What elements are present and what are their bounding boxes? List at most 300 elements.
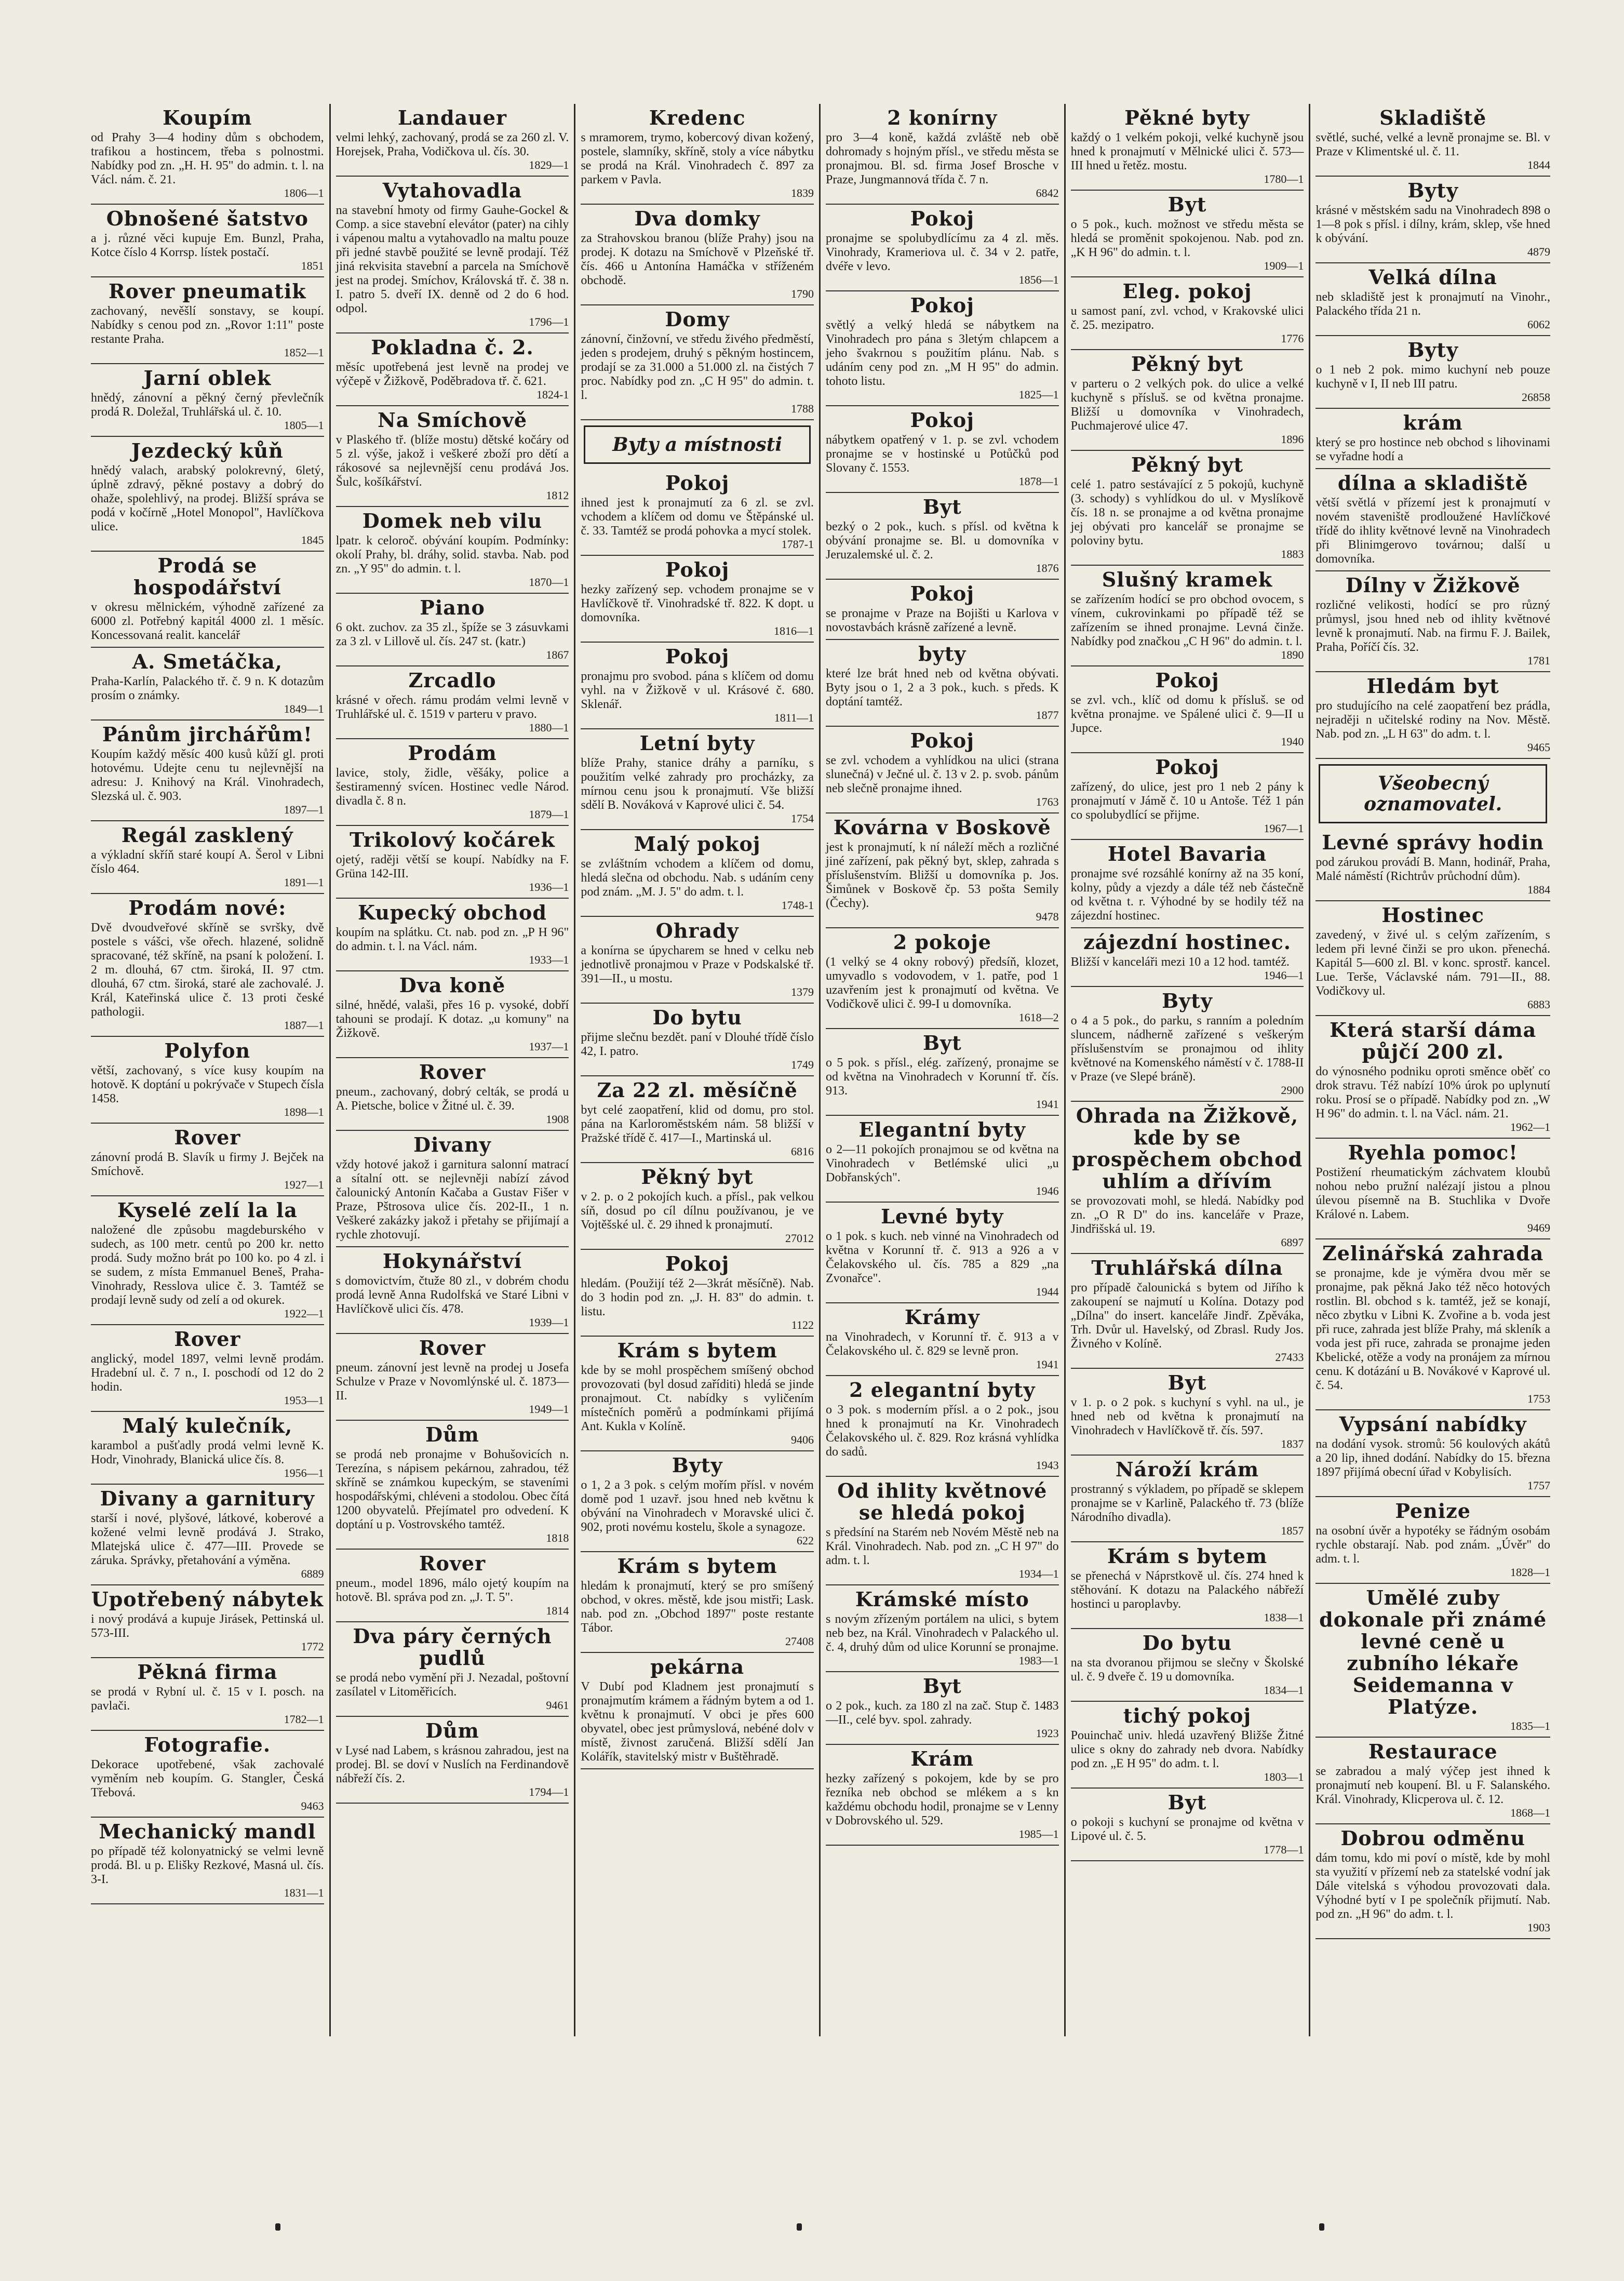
ad-reference-number: 1941 <box>1036 1098 1059 1111</box>
ad-body: hnědý valach, arabský polokrevný, 6letý, úplně zdravý, pěkné postavy a dobrý do ohaže, spolehlivý, na prodej. Bližší správa se podá v kočírně „Hotel Monopol", Havlíčkova ulice. <box>91 464 324 533</box>
ad-reference-number: 1856—1 <box>1018 273 1059 286</box>
ad-body: 6 okt. zuchov. za 35 zl., špíže se 3 zásuvkami za 3 zl. v Lillově ul. čís. 247 st. (katr.) <box>335 621 569 648</box>
ad-reference-number: 1923 <box>1036 1727 1059 1740</box>
ad-body: zachovaný, nevěšlí sonstavy, se koupí. Nabídky s cenou pod zn. „Rovor 1:11" poste restante Praha. <box>91 304 324 346</box>
ad-reference-number: 1891—1 <box>284 876 324 889</box>
ad-reference-number: 1824-1 <box>536 388 569 401</box>
ad-reference-number: 1618—2 <box>1018 1011 1059 1024</box>
ad-reference-number: 9478 <box>1036 910 1059 923</box>
ad-reference-number: 1806—1 <box>284 186 324 199</box>
classified-ad <box>91 648 324 721</box>
ad-reference-number: 1870—1 <box>529 576 569 589</box>
classified-ad <box>826 580 1059 640</box>
classified-ad <box>336 1247 569 1334</box>
newspaper-page <box>86 104 1555 2036</box>
classified-ad <box>91 1037 324 1124</box>
ad-reference-number: 1879—1 <box>529 808 569 821</box>
ad-body: a konírna se úpycharem se hned v celku neb jednotlivě pronajmou v Praze v Podskalské tř. 391—II., u mostu. <box>581 944 814 985</box>
ad-body: bezký o 2 pok., kuch. s přísl. od května k obývání pronajme se. Bl. u domovníka v Jeruzalemské ul. č. 2. <box>825 520 1059 562</box>
ad-body: se zvl. vchodem a vyhlídkou na ulici (strana slunečná) v Ječné ul. č. 13 v 2. p. svob. pánům neb slečně pronajme ihned. <box>825 754 1059 795</box>
ad-reference-number: 1778—1 <box>1264 1843 1304 1856</box>
ad-body: a j. různé věci kupuje Em. Bunzl, Praha, Kotce číslo 4 Korrsp. lístek postačí. <box>91 232 324 259</box>
ad-reference-number: 1838—1 <box>1264 1611 1304 1624</box>
section-banner: Všeobecný oznamovatel. <box>1319 764 1547 823</box>
classified-ad <box>91 104 324 205</box>
ad-body: na sta dvoranou přijmou se slečny v Školské ul. č. 9 dveře č. 19 u domovníka. <box>1070 1656 1304 1684</box>
classified-ad <box>826 1745 1059 1846</box>
ad-reference-number: 1794—1 <box>529 1785 569 1798</box>
ad-body: v parteru o 2 velkých pok. do ulice a velké kuchyně s přísluš. se od května pronajme. Bližší u domovníka v Vinohradech, Puchmajerové ulice 47. <box>1070 377 1304 433</box>
ad-body: se prodá neb pronajme v Bohušovicích n. Terezína, s nápisem pekárnou, zahradou, též skříně se známkou kupeckým, se staveními hospodářskými, chléveni a stodolou. Obec čítá 1200 obyvatelů. Přejímatel pro odvedení. K doptání u p. Vostrovského tamtéž. <box>335 1448 569 1531</box>
classified-ad <box>1071 1542 1304 1629</box>
classified-ad <box>91 552 324 648</box>
ad-title: Byty <box>1162 989 1213 1012</box>
classified-column-4 <box>821 104 1066 2036</box>
ad-title: dílna a skladiště <box>1337 471 1528 495</box>
ad-body: naložené dle způsobu magdeburského v sudech, as 100 metr. centů po 200 kr. netto prodá. Sudy možno brát po 100 ko. po 4 zl. i se sudem, z místa Emmanuel Beneš, Praha-Vinohrady, Resslova ulice č. 3. Tamtéž se prodají levně sudy od zelí a od okurek. <box>91 1223 324 1307</box>
ad-body: hledám. (Použijí též 2—3krát měsíčně). Nab. do 3 hodin pod zn. „J. H. 83" do admin. t. listu. <box>581 1277 814 1318</box>
ad-title: Byt <box>1167 1371 1207 1394</box>
ad-body: se pronajme, kde je výměra dvou měr se pronajme, pak pěkná Jako též něco hotových rostlin. Bl. obchod s k. tamtéž, jež se konají, něco zbytku v Libni K. Zvořine a b. voda jest při ruce, zahrada jest blíže Prahy, má skleník a voda jest při ruce, zahrada se pronajme jeden Kbelické, otěže a vody na pronájem za mírnou cenu. K dotázání u B. Novákové v Kaprové ul. č. 54. <box>1316 1266 1550 1392</box>
ad-reference-number: 1748-1 <box>781 899 814 912</box>
ad-body: se prodá v Rybní ul. č. 15 v I. posch. na pavlači. <box>91 1685 324 1713</box>
classified-ad <box>826 291 1059 406</box>
ad-title: Rover <box>174 1126 241 1149</box>
ad-reference-number: 1946—1 <box>1264 969 1304 982</box>
ad-body: pro studujícího na celé zaopatření bez prádla, nejraději n učitelské rodiny na Nov. Městě. Nab. pod zn. „L H 63" do adm. t. l. <box>1316 699 1550 741</box>
ad-title: Krámské místo <box>855 1588 1029 1611</box>
ad-body: celé 1. patro sestávající z 5 pokojů, kuchyně (3. schody) s vyhlídkou do ul. v Myslíkově čís. 18 n. se pronajme a od května pronajme jej obývati pro kancelář se pronajme se poloviny bytu. <box>1070 478 1304 548</box>
ad-reference-number: 1883 <box>1281 548 1304 561</box>
classified-ad <box>336 1550 569 1622</box>
classified-ad <box>826 493 1059 580</box>
classified-ad <box>1071 1702 1304 1789</box>
classified-ad <box>581 1552 814 1653</box>
ad-title: Levné byty <box>881 1205 1004 1228</box>
ad-title: Kupecký obchod <box>358 901 547 924</box>
ad-reference-number: 1946 <box>1036 1184 1059 1197</box>
ad-reference-number: 1941 <box>1036 1358 1059 1371</box>
classified-ad <box>1316 829 1550 901</box>
ad-title: Pěkný byt <box>641 1165 754 1189</box>
ad-title: Malý pokoj <box>634 832 761 856</box>
classified-ad <box>91 1585 324 1658</box>
ad-title: Kyselé zelí la la <box>117 1198 298 1222</box>
ad-title: Polyfon <box>164 1039 251 1062</box>
ad-reference-number: 6062 <box>1527 318 1550 331</box>
classified-ad <box>1316 177 1550 263</box>
ad-title: Pěkný byt <box>1131 453 1244 476</box>
ad-reference-number: 1962—1 <box>1510 1121 1550 1133</box>
ad-title: Jarní oblek <box>143 366 272 390</box>
ad-body: o 1 pok. s kuch. neb vinné na Vinohradech od května v Korunní tř. č. 913 a 926 a v Čelakovského ul. čís. 785 a 829 „na Zvonařce". <box>825 1230 1059 1285</box>
ad-body: nábytkem opatřený v 1. p. se zvl. vchodem pronajme se v hostinské u Potůčků pod Slovany č. 1553. <box>825 433 1059 475</box>
ad-title: Trikolový kočárek <box>350 828 555 851</box>
classified-ad <box>91 1485 324 1585</box>
ad-body: pneum., model 1896, málo ojetý koupím na hotově. Bl. správa pod zn. „J. T. 5". <box>335 1577 569 1604</box>
ad-reference-number: 1868—1 <box>1510 1806 1550 1819</box>
classified-ad <box>91 1412 324 1485</box>
ad-body: o 5 pok. s přísl., elég. zařízený, pronajme se od května na Vinohradech v Korunní tř. čís. 913. <box>825 1056 1059 1098</box>
ad-reference-number: 1379 <box>790 985 814 998</box>
ad-title: Pokoj <box>910 582 974 605</box>
ad-body: světlý a velký hledá se nábytkem na Vinohradech pro pána s 3letým chlapcem a jeho švakrnou s použitím plánu. Nab. s udáním ceny pod zn. „M H 95" do admin. tohoto listu. <box>825 318 1059 388</box>
classified-ad <box>581 830 814 917</box>
ad-body: v Plaského tř. (blíže mostu) dětské kočáry od 5 zl. výše, jakož i veškeré zboží pro dětí a rákosové sa nejlevnější cenu prodává Jos. Šulc, košíkářství. <box>335 433 569 489</box>
ad-reference-number: 2900 <box>1281 1084 1304 1097</box>
ad-reference-number: 6883 <box>1527 998 1550 1011</box>
ad-reference-number: 1936—1 <box>529 881 569 893</box>
classified-ad <box>826 727 1059 813</box>
ad-body: V Dubí pod Kladnem jest pronajmutí s pronajmutím krámem a řádným bytem a od 1. květnu k pronajmutí. V obci je přes 600 obyvatel, obec jest průmyslová, nebéné dolv v místě, živnost zaručená. Bližší sdělí Jan Kolářík, stavitelský mistr v Buštěhradě. <box>581 1680 814 1764</box>
ad-body: Pouinchač univ. hledá uzavřený Bližše Žitné ulice s okny do zahrady neb dvora. Nabídky pod zn. „E H 95" do adm. t. l. <box>1070 1729 1304 1770</box>
ad-reference-number: 1828—1 <box>1510 1566 1550 1579</box>
ad-reference-number: 1953—1 <box>284 1394 324 1407</box>
ad-title: Pokoj <box>665 1252 730 1275</box>
ad-body: lpatr. k celoroč. obývání koupím. Podmínky: okolí Prahy, bl. dráhy, solid. stavba. Nab. pod zn. „Y 95" do admin. t. l. <box>335 534 569 576</box>
ad-title: Velká dílna <box>1368 265 1497 289</box>
classified-ad <box>826 928 1059 1029</box>
ad-reference-number: 1780—1 <box>1264 172 1304 185</box>
ad-title: Dva koně <box>399 973 506 997</box>
ad-reference-number: 1818 <box>546 1531 569 1544</box>
ad-title: Vytahovadla <box>382 179 522 202</box>
ad-title: Landauer <box>397 106 507 129</box>
ad-title: Krámy <box>904 1305 980 1329</box>
classified-ad <box>1071 928 1304 987</box>
ad-reference-number: 1876 <box>1036 562 1059 575</box>
ad-reference-number: 26858 <box>1521 391 1550 404</box>
ad-title: Levné správy hodin <box>1322 831 1544 854</box>
ad-body: Dekorace upotřebené, však zachovalé vyměním neb koupím. G. Stangler, Česká Třebová. <box>91 1758 324 1799</box>
ad-reference-number: 1908 <box>546 1113 569 1126</box>
ad-title: Byt <box>1167 1791 1207 1814</box>
classified-ad <box>336 1717 569 1804</box>
ad-body: (1 velký se 4 okny robový) předsíň, klozet, umyvadlo s vodovodem, v 1. patře, pod 1 uzavřením jest k pronajmutí od května. Ve Vodičkově ulici č. 99-I u domovníka. <box>825 955 1059 1011</box>
classified-column-6 <box>1310 104 1555 2036</box>
ad-title: Ryehla pomoc! <box>1348 1141 1518 1164</box>
ad-reference-number: 1844 <box>1527 158 1550 171</box>
classified-ad <box>581 1004 814 1076</box>
classified-ad <box>336 739 569 826</box>
classified-ad <box>1316 1497 1550 1584</box>
ad-body: měsíc upotřebená jest levně na prodej ve výčepě v Žižkově, Poděbradova tř. č. 621. <box>335 361 569 388</box>
ad-title: Rover <box>419 1552 486 1575</box>
ad-body: větší, zachovaný, s více kusy koupím na hotově. K doptání u pokrývače v Stupech čísla 1458. <box>91 1064 324 1105</box>
ad-body: do výnosného podniku oproti směnce oběť co drok stravu. Též nabízí 10% úrok po uplynutí roku. Prosí se o případě. Nabídky pod zn. „W H 96" do admin. t. l. na Václ. nám. 21. <box>1316 1065 1550 1121</box>
classified-ad <box>826 1376 1059 1477</box>
ad-reference-number: 1852—1 <box>284 346 324 359</box>
ad-reference-number: 1884 <box>1527 883 1550 896</box>
ad-title: Pokoj <box>1155 755 1219 779</box>
ad-reference-number: 9461 <box>546 1699 569 1712</box>
ad-title: Krám <box>910 1747 974 1770</box>
ad-body: který se pro hostince neb obchod s lihovinami se vyřadne hodí a <box>1316 436 1550 463</box>
ad-title: Zrcadlo <box>408 669 496 692</box>
ad-body: zánovní prodá B. Slavík u firmy J. Bejček na Smíchově. <box>91 1151 324 1178</box>
ad-reference-number: 1831—1 <box>284 1886 324 1899</box>
classified-ad <box>336 826 569 899</box>
ad-title: Letní byty <box>639 731 755 755</box>
classified-ad <box>336 971 569 1058</box>
classified-ad <box>581 729 814 830</box>
classified-ad <box>91 277 324 364</box>
ad-title: byty <box>918 642 967 665</box>
classified-ad <box>1071 987 1304 1102</box>
classified-ad <box>826 640 1059 727</box>
ad-title: zájezdní hostinec. <box>1083 930 1292 954</box>
ad-body: se zvl. vch., klíč od domu k přísluš. se od května pronajme. ve Spálené ulici č. 9—II u Jupce. <box>1070 693 1304 735</box>
ad-body: se zabradou a malý výčep jest ihned k pronajmutí neb koupení. Bl. u F. Salanského. Král. Vinohrady, Klicperova ul. č. 12. <box>1316 1765 1550 1806</box>
ad-title: 2 konírny <box>887 106 998 129</box>
ad-title: Hledám byt <box>1366 674 1499 698</box>
ad-body: přijme slečnu bezdět. paní v Dlouhé třídě číslo 42, I. patro. <box>581 1031 814 1058</box>
ad-reference-number: 1867 <box>546 648 569 661</box>
ad-title: Hotel Bavaria <box>1107 842 1267 865</box>
ad-reference-number: 1983—1 <box>1018 1654 1059 1667</box>
ad-reference-number: 1878—1 <box>1018 475 1059 488</box>
classified-ad <box>1071 451 1304 566</box>
ad-reference-number: 9465 <box>1527 741 1550 754</box>
ad-body: velmi lehký, zachovaný, prodá se za 260 zl. V. Horejsek, Praha, Vodičkova ul. čís. 30. <box>335 131 569 158</box>
classified-ad <box>336 899 569 971</box>
ad-body: na dodání vysok. stromů: 56 koulových akátů a 20 lip, ihned dodání. Nabídky do 15. března 1897 přijímá obecní úřad v Kobylisích. <box>1316 1437 1550 1479</box>
classified-ad <box>1071 1629 1304 1702</box>
ad-title: Mechanický mandl <box>99 1820 316 1843</box>
ad-body: a výkladní skříň staré koupí A. Šerol v Libni číslo 464. <box>91 848 324 876</box>
ad-title: Skladiště <box>1379 106 1487 129</box>
ad-body: karambol a pušťadly prodá velmi levně K. Hodr, Vinohrady, Blanická ulice čís. 8. <box>91 1439 324 1466</box>
classified-ad <box>581 1337 814 1451</box>
classified-ad <box>336 1421 569 1550</box>
ad-title: Pánům jirchářům! <box>102 723 313 746</box>
ad-body: pronajmu pro svobod. pána s klíčem od domu vyhl. na v Žižkově v ul. Krásové č. 680. Sklenář. <box>581 670 814 711</box>
ad-title: Pěkný byt <box>1131 352 1244 376</box>
ad-body: u samost paní, zvl. vchod, v Krakovské ulici č. 25. mezipatro. <box>1070 304 1304 332</box>
classified-ad <box>1316 1824 1550 1939</box>
classified-ad <box>91 364 324 437</box>
ad-title: Prodám <box>408 741 497 765</box>
ad-body: se pronajme v Praze na Bojišti u Karlova v novostavbách krásně zařízené a levně. <box>825 607 1059 634</box>
ad-body: hezky zařízený s pokojem, kde by se pro řezníka neb obchod se mlékem a s kn každému obchodu hodil, pronajme se v Lenny v Dobrovského ul. 529. <box>825 1772 1059 1828</box>
classified-ad <box>1316 1239 1550 1410</box>
ad-reference-number: 6897 <box>1281 1236 1304 1249</box>
ad-title: Byty <box>672 1453 723 1477</box>
classified-ad <box>336 1058 569 1131</box>
classified-ad <box>91 1818 324 1904</box>
ad-body: s novým zřízeným portálem na ulici, s bytem neb bez, na Král. Vinohradech v Palackého ul. č. 4, druhý dům od ulice Korunní se pronajme. <box>825 1612 1059 1654</box>
classified-ad <box>826 1585 1059 1672</box>
classified-ad <box>826 1477 1059 1585</box>
classified-ad <box>1316 336 1550 409</box>
classified-ad <box>336 666 569 739</box>
ad-reference-number: 9463 <box>301 1799 324 1812</box>
ad-reference-number: 1896 <box>1281 433 1304 446</box>
ad-reference-number: 622 <box>796 1534 814 1547</box>
ad-reference-number: 1122 <box>791 1318 814 1331</box>
ad-body: pro 3—4 koně, každá zvláště neb obě dohromady s hojným přísl., ve středu města se pronajmou. Bl. sd. firma Josef Brosche v Praze, Jungmannová třída č. 7 n. <box>825 131 1059 186</box>
ad-title: Do bytu <box>652 1006 742 1029</box>
ad-title: Pěkná firma <box>137 1660 278 1684</box>
classified-ad <box>336 1622 569 1717</box>
classified-ad <box>826 1116 1059 1203</box>
ad-reference-number: 1944 <box>1036 1285 1059 1298</box>
ad-body: které lze brát hned neb od května obývati. Byty jsou o 1, 2 a 3 pok., kuch. s předs. K doptání tamtéž. <box>825 667 1059 709</box>
classified-ad <box>1316 672 1550 759</box>
ad-body: prostranný s výkladem, po případě se sklepem pronajme se v Karlině, Palackého tř. 73 (blíže Národního divadla). <box>1070 1483 1304 1524</box>
ad-body: pneum., zachovaný, dobrý celták, se prodá u A. Pietsche, bolice v Žitné ul. č. 39. <box>335 1085 569 1113</box>
ad-body: ihned jest k pronajmutí za 6 zl. se zvl. vchodem a klíčem od domu ve Štěpánské ul. č. 33. Tamtéž se prodá pohovka a mycí stolek. <box>581 496 814 538</box>
classified-ad <box>581 469 814 556</box>
ad-title: Rover <box>174 1327 241 1351</box>
classified-ad <box>826 205 1059 291</box>
ad-title: Umělé zuby dokonale při známé levné ceně u zubního lékaře Seidemanna v Platýze. <box>1319 1586 1547 1718</box>
classified-ad <box>1071 666 1304 753</box>
ad-reference-number: 1877 <box>1036 709 1059 722</box>
ad-body: se zvláštním vchodem a klíčem od domu, hledá slečna od obchodu. Nab. s udáním ceny pod znám. „M. J. 5" do adm. t. l. <box>581 857 814 899</box>
ad-body: blíže Prahy, stanice dráhy a parníku, s použitím velké zahrady pro procházky, za mírnou cenu jsou k pronajmutí. Vše bližší sdělí B. Nováková v Kaprové ulici č. 54. <box>581 756 814 812</box>
ad-title: Pokladna č. 2. <box>371 336 534 359</box>
classified-ad <box>1316 1016 1550 1139</box>
classified-ad <box>91 894 324 1037</box>
ad-reference-number: 1763 <box>1036 795 1059 808</box>
classified-ad <box>1071 1102 1304 1254</box>
classified-ad <box>1071 753 1304 840</box>
ad-body: v Lysé nad Labem, s krásnou zahradou, jest na prodej. Bl. se doví v Nuslích na Ferdinandově nábřeží čís. 2. <box>335 1744 569 1785</box>
ad-title: Vypsání nabídky <box>1339 1412 1527 1436</box>
classified-ad <box>1316 1584 1550 1738</box>
ad-title: Na Smíchově <box>377 408 528 432</box>
ad-reference-number: 1749 <box>790 1058 814 1071</box>
classified-ad <box>826 406 1059 493</box>
ad-reference-number: 1788 <box>790 402 814 415</box>
ad-title: Upotřebený nábytek <box>91 1588 324 1611</box>
page-footer-marks <box>0 2223 1624 2234</box>
ad-body: hledám k pronajmutí, který se pro smíšený obchod, v okres. městě, kde jsou mistři; Lask. nab. pod zn. „Obchod 1897" poste restante Tábor. <box>581 1579 814 1635</box>
ad-body: každý o 1 velkém pokoji, velké kuchyně jsou hned k pronajmutí v Mělnické ulici č. 573—III hned u řetěz. mostu. <box>1070 131 1304 172</box>
ad-title: Rover pneumatik <box>109 279 306 303</box>
ad-reference-number: 1790 <box>790 287 814 300</box>
ad-body: silné, hnědé, valaši, přes 16 p. vysoké, dobří tahouni se prodají. K dotaz. „u komuny" na Žižkově. <box>335 998 569 1040</box>
ad-reference-number: 6816 <box>790 1145 814 1158</box>
ad-body: neb skladiště jest k pronajmutí na Vinohr., Palackého třída 21 n. <box>1316 290 1550 318</box>
ad-title: Byty <box>1407 179 1459 202</box>
ad-reference-number: 1985—1 <box>1018 1828 1059 1840</box>
classified-ad <box>1316 104 1550 177</box>
ad-reference-number: 1811—1 <box>774 711 814 724</box>
ad-reference-number: 1940 <box>1281 735 1304 748</box>
ad-reference-number: 1903 <box>1527 1921 1550 1934</box>
classified-column-2 <box>331 104 576 2036</box>
ad-title: Od ihlity květnové se hledá pokoj <box>837 1479 1048 1524</box>
ad-reference-number: 1933—1 <box>529 953 569 966</box>
classified-ad <box>581 917 814 1004</box>
ad-body: o 1, 2 a 3 pok. s celým mořím přísl. v novém domě pod 1 uzavř. jsou hned neb květnu k obývání na Vinohradech v Moravské ulici č. 902, proti novému kostelu, škole a synagoze. <box>581 1478 814 1534</box>
classified-ad <box>91 1124 324 1196</box>
ad-body: rozličné velikosti, hodící se pro různý průmysl, jsou hned neb od ihlity květnové levně k pronajmutí. Nab. na firmu F. J. Bailek, Praha, Poříčí čís. 32. <box>1316 598 1550 654</box>
ad-title: Penize <box>1395 1499 1471 1523</box>
ad-reference-number: 1909—1 <box>1264 259 1304 272</box>
ad-body: Koupím každý měsíc 400 kusů kůží gl. proti hotovému. Udejte cenu tu nejlevnější na adresu: J. Knihový na Král. Vinohradech, Slezská ul. č. 903. <box>91 748 324 803</box>
ad-title: Restaurace <box>1368 1740 1498 1763</box>
ad-title: Nároží krám <box>1115 1458 1259 1481</box>
ad-title: 2 elegantní byty <box>849 1378 1036 1402</box>
classified-ad <box>1071 840 1304 928</box>
ad-body: jest k pronajmutí, k ní náleží měch a rozličné jiné zařízení, pak pěkný byt, sklep, zahrada s příslušenstvím. Bližší u domovníka p. Jos. Šimůnek v Boskově čp. 53 pošta Semily (Čechy). <box>825 841 1059 910</box>
ad-body: v okresu mělnickém, výhodně zařízené za 6000 zl. Potřebný kapitál 4000 zl. 1 měsíc. Koncessovaná realit. kancelář <box>91 601 324 642</box>
ad-title: Byt <box>922 1031 962 1055</box>
ad-body: v 2. p. o 2 pokojích kuch. a přísl., pak velkou síň, dosud po cíl dílnu používanou, je ve Vojtěšské ul. č. 29 ihned k pronajmutí. <box>581 1190 814 1232</box>
classified-ad <box>1316 1738 1550 1824</box>
ad-body: pronajme se spolubydlícímu za 4 zl. měs. Vinohrady, Krameriova ul. č. 34 v 2. patře, dvéře v levo. <box>825 232 1059 273</box>
ad-body: starší i nové, plyšové, látkové, koberové a kožené velmi levně prodává J. Strako, Mlatejská ulice č. 477—III. Provede se záruka. Správky, přetahování a výměna. <box>91 1512 324 1567</box>
ad-title: Pokoj <box>665 471 730 495</box>
ad-title: Fotografie. <box>144 1733 271 1756</box>
classified-ad <box>826 104 1059 205</box>
ad-body: o pokoji s kuchyní se pronajme od května v Lipové ul. č. 5. <box>1070 1816 1304 1843</box>
classified-ad <box>581 305 814 420</box>
classified-ad <box>91 821 324 894</box>
ad-body: s domovictvím, čtuže 80 zl., v dobrém chodu prodá levně Anna Rudolfská ve Staré Libni v Havlíčkově ulici čís. 478. <box>335 1274 569 1316</box>
ad-body: Postižení rheumatickým záchvatem kloubů nohou nebo pružní nalézají jistou a plnou úlevou písemně na B. Stuchlika v Dvoře Králové n. Labem. <box>1316 1166 1550 1221</box>
ad-body: o 2 pok., kuch. za 180 zl na zač. Stup č. 1483—II., celé byv. spol. zahrady. <box>825 1699 1059 1727</box>
classified-ad <box>1071 191 1304 277</box>
ad-reference-number: 1805—1 <box>284 419 324 432</box>
ad-reference-number: 1757 <box>1527 1479 1550 1492</box>
section-banner: Byty a místnosti <box>584 425 811 464</box>
ad-reference-number: 27012 <box>785 1232 814 1245</box>
ad-reference-number: 1796—1 <box>529 315 569 328</box>
ad-body: o 1 neb 2 pok. mimo kuchyní neb pouze kuchyně v I, II neb III patru. <box>1316 363 1550 391</box>
ad-title: Byt <box>1167 193 1207 216</box>
ad-body: zánovní, činžovní, ve středu živého předměstí, jeden s prodejem, druhý s pěkným hostincem, prodají se za 31.000 a 51.000 zl. na čistých 7 proc. Nabídky pod zn. „C H 95" do admin. t. l. <box>581 332 814 402</box>
classified-ad <box>91 1325 324 1412</box>
ad-reference-number: 1943 <box>1036 1459 1059 1472</box>
ad-body: na osobní úvěr a hypotéky se řádným osobám rychle obstarají. Nab. pod znám. „Úvěr" do adm. t. l. <box>1316 1524 1550 1566</box>
ad-body: na Vinohradech, v Korunní tř. č. 913 a v Čelakovského ul. č. 829 se levně pron. <box>825 1330 1059 1358</box>
ad-body: hezky zařízený sep. vchodem pronajme se v Havlíčkově tř. Vinohradské tř. 822. K dopt. u domovníka. <box>581 583 814 624</box>
ad-body: světlé, suché, velké a levně pronajme se. Bl. v Praze v Klimentské ul. č. 11. <box>1316 131 1550 158</box>
classified-ad <box>91 1658 324 1731</box>
ad-body: Dvě dvoudveřové skříně se svršky, dvě postele s vášci, vše ořech. hlazené, solidně spracované, též skříně, na psaní k položení. I. 2 m. dlouhá, 67 ctm. široká, II. 97 ctm. dlouhá, 67 ctm. široká, staré ale zachovalé. J. Král, Kateřinská ulice č. 13 proti české pathologii. <box>91 921 324 1019</box>
ad-title: Dům <box>425 1719 479 1742</box>
classified-ad <box>91 205 324 277</box>
classified-ad <box>1316 901 1550 1016</box>
ad-reference-number: 9406 <box>790 1433 814 1446</box>
ad-reference-number: 6842 <box>1036 186 1059 199</box>
classified-ad <box>1071 1254 1304 1369</box>
classified-ad <box>1316 1410 1550 1497</box>
classified-ad <box>1316 571 1550 672</box>
ad-body: krásné v ořech. rámu prodám velmi levně v Truhlářské ul. č. 1519 v parteru v pravo. <box>335 693 569 721</box>
ad-body: za Strahovskou branou (blíže Prahy) jsou na prodej. K dotazu na Smíchově v Plzeňské tř. čís. 466 u Antonína Hamáčka v stříženém obchodě. <box>581 232 814 287</box>
ad-reference-number: 1897—1 <box>284 803 324 816</box>
ad-title: Která starší dáma půjčí 200 zl. <box>1330 1018 1537 1063</box>
ad-reference-number: 1949—1 <box>529 1403 569 1416</box>
classified-ad <box>581 556 814 643</box>
ad-title: Kovárna v Boskově <box>833 816 1051 839</box>
ad-reference-number: 1803—1 <box>1264 1770 1304 1783</box>
ad-body: anglický, model 1897, velmi levně prodám. Hradební ul. č. 7 n., I. poschodí od 12 do 2 hodin. <box>91 1352 324 1394</box>
classified-ad <box>336 177 569 334</box>
ad-body: se zařízením hodící se pro obchod ovocem, s vínem, cukrovinkami po případě též se zařízením se ihned pronajme. Levná činže. Nabídky pod značkou „C H 96" do admin. t. l. <box>1070 593 1304 648</box>
ad-reference-number: 27433 <box>1275 1351 1304 1364</box>
ad-reference-number: 27408 <box>785 1635 814 1648</box>
classified-ad <box>1071 1789 1304 1861</box>
ad-body: lavice, stoly, židle, věšáky, police a šestiramenný svícen. Hostinec vedle Národ. divadla č. 8 n. <box>335 766 569 808</box>
ad-body: o 3 pok. s moderním přísl. a o 2 pok., jsou hned k pronajmutí na Kr. Vinohradech Čelakovského ul. č. 829. Roz krásná vyhlídka do sadů. <box>825 1403 1059 1459</box>
ad-title: Byty <box>1407 338 1459 362</box>
